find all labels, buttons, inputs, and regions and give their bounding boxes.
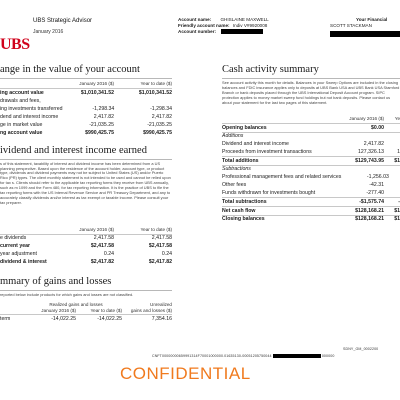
total-subtractions-row (222, 198, 400, 206)
row-value-c2: $2,417.82 (148, 259, 172, 266)
barcode-text: CNFT00000000659991314F70001000000.01635130-00051205750044 (152, 354, 272, 358)
value-change-column-header (0, 80, 172, 88)
row-label: dend and interest income (0, 113, 59, 120)
dividend-heading: ividend and interest income earned (0, 144, 147, 156)
row-value-c2 (384, 181, 400, 189)
gains-table (0, 315, 172, 323)
row-label: ing account value (0, 89, 44, 96)
row-value-c1 (62, 97, 114, 105)
row-label: dividend & interest (0, 259, 47, 266)
col-header-month: January 2016 ($) (79, 226, 114, 232)
account-number-label: Account number: (178, 29, 217, 34)
row-value-c1: $990,425.75 (85, 129, 114, 136)
net-cash-flow-value: $128,168.21 (355, 207, 384, 214)
row-label: current year (0, 243, 30, 250)
table-row (222, 148, 400, 156)
table-row (0, 242, 172, 250)
table-row (0, 129, 172, 137)
row-value-c2: $1,010,341.52 (138, 89, 172, 96)
bates-number: SDNY_GM_0002200 (343, 347, 379, 351)
account-number-redaction (221, 29, 263, 34)
total-additions-value: $129,743.95 (355, 157, 384, 164)
row-value-c1: 127,326.13 (358, 149, 384, 156)
row-value-c2 (114, 97, 172, 105)
table-row (0, 89, 172, 97)
table-row (222, 189, 400, 197)
dividend-table (0, 234, 172, 266)
row-value-c1: $2,417.82 (90, 259, 114, 266)
subtractions-label (222, 165, 400, 173)
gains-col-unrealized: gains and losses ($) (130, 308, 172, 314)
statement-period: January 2016 (33, 29, 64, 35)
barcode-tail: 000000 (321, 354, 335, 358)
divider (0, 78, 172, 79)
total-additions-ytd: $1 (394, 157, 400, 164)
value-change-table (0, 89, 172, 137)
opening-balance-row (222, 124, 400, 132)
row-label: year adjustment (0, 251, 37, 258)
closing-ytd: $1 (394, 216, 400, 223)
friendly-name-label: Friendly account name: (178, 23, 230, 28)
row-value-c2: $990,425.75 (143, 129, 172, 136)
table-row (0, 97, 172, 105)
divider (0, 159, 172, 160)
value-change-heading: ange in the value of your account (0, 64, 140, 75)
cash-column-header (222, 115, 400, 123)
row-value-c1: $2,417.58 (90, 243, 114, 250)
gains-col-ytd: Year to date ($) (90, 308, 122, 314)
row-label: ing investments transferred (0, 105, 63, 112)
row-value-c3: 7,354.16 (151, 315, 172, 322)
row-label: ge in market value (0, 121, 43, 128)
total-additions-label: Total additions (222, 157, 259, 164)
gains-col-month: January 2016 ($) (41, 308, 76, 314)
table-row (0, 234, 172, 242)
total-subtractions-label: Total subtractions (222, 198, 267, 205)
additions-label-text: Additions (222, 133, 244, 140)
total-subtractions-ytd: - (398, 198, 400, 205)
ubs-logo: UBS (0, 36, 30, 53)
additions-label (222, 132, 400, 140)
row-label: ng account value (0, 129, 43, 136)
divider (0, 290, 172, 291)
col-header-ytd: Year to date ($) (140, 226, 172, 232)
total-subtractions-value: -$1,575.74 (359, 198, 384, 205)
col-header-ytd: Ye (394, 116, 400, 121)
advisor-redaction (330, 31, 400, 37)
table-row (0, 121, 172, 129)
divider (222, 78, 400, 79)
subtractions-table (222, 173, 400, 197)
closing-balance-row (222, 215, 400, 223)
barcode-redaction (273, 354, 321, 358)
advisor-label-text: Your Financial (356, 17, 388, 22)
table-row (0, 258, 172, 266)
row-label: Professional management fees and related services (222, 174, 342, 181)
net-cash-flow-ytd: $1 (394, 207, 400, 214)
account-name: GHISLAINE MAXWELL (220, 17, 269, 22)
row-label: e dividends (0, 235, 27, 242)
row-value-c2: $2,417.58 (148, 243, 172, 250)
realized-header: Realized gains and losses (49, 302, 103, 308)
col-header-ytd: Year to date ($) (140, 81, 172, 86)
row-value-c1: -1,298.34 (92, 105, 115, 112)
row-label: Proceeds from investment transactions (222, 149, 312, 156)
unrealized-header: Unrealized (150, 302, 172, 308)
additions-table (222, 140, 400, 156)
row-label: Dividend and interest income (222, 141, 289, 148)
dividend-column-header (0, 226, 172, 234)
col-header-month: January 2016 ($) (79, 81, 114, 86)
row-value-c1: -1,256.03 (366, 174, 389, 181)
row-value-c1: 2,417.82 (93, 113, 114, 120)
row-value-c1: -14,022.25 (51, 315, 76, 322)
row-label: term (0, 315, 11, 322)
total-additions-row (222, 157, 400, 165)
row-value-c1: $1,010,341.52 (80, 89, 114, 96)
opening-value: $0.00 (371, 124, 384, 131)
table-row (0, 113, 172, 121)
row-value-c1: 0.24 (103, 251, 114, 258)
table-row (222, 173, 400, 181)
row-value-c1: 2,417.58 (93, 235, 114, 242)
row-value-c2: -14,022.25 (97, 315, 122, 322)
closing-label: Closing balances (222, 216, 265, 223)
col-header-month: January 2016 ($) (349, 116, 384, 121)
gains-heading: mmary of gains and losses (0, 276, 112, 288)
row-value-c2 (384, 140, 400, 148)
row-label: Other fees (222, 182, 247, 189)
table-row (222, 181, 400, 189)
row-value-c2 (384, 189, 400, 197)
row-value-c2: -1,298.34 (150, 105, 172, 112)
cash-disclosure: See account activity this month for details. Balances in your Sweep Options are included in the closing balances and FDIC insurance applies only to deposits at UBS Bank USA and UBS Bank USA Stamford Branch or bank deposits placed through the UBS International Deposit Account program. SIPC protection applies to money market sweep fund holdings but not bank deposits. Please contact us about your statement for the last two pages of this statement. (222, 80, 400, 105)
table-row (222, 140, 400, 148)
closing-value: $128,168.21 (355, 216, 384, 223)
subtractions-label-text: Subtractions (222, 166, 251, 173)
row-value-c2: 1 (397, 149, 400, 156)
row-value-c1: 2,417.82 (363, 141, 384, 148)
gains-note: reported below include products for which gains and losses are not classified. (0, 292, 134, 298)
row-value-c2 (389, 173, 400, 181)
table-row (0, 315, 172, 323)
cash-activity-heading: Cash activity summary (222, 64, 319, 75)
friendly-name: Indiv V#9920008 (232, 23, 268, 28)
confidential-stamp: CONFIDENTIAL (120, 364, 251, 383)
net-cash-flow-row (222, 207, 400, 215)
barcode-line (152, 354, 334, 358)
opening-label: Opening balances (222, 124, 267, 131)
row-value-c2: 2,417.82 (151, 113, 172, 120)
row-value-c2: 2,417.58 (151, 235, 172, 242)
row-label: drawals and fees, (0, 97, 41, 104)
left-column (0, 64, 172, 323)
table-row (0, 105, 172, 113)
advisor-name: SCOTT STACKMAN (330, 23, 372, 28)
dividend-disclosure: s of this statement, taxability of interest and dividend income has been determined from a US planning perspective. Based upon the residence of the account holder, account type, or product type, dividends and dividend payments may not be subject to United States (US) and/or Puerto Rico (PR) types. The client monthly statement is not intended to be used and cannot be relied upon for tax s. Clients should refer to the applicable tax reporting forms they receive from UBS annually, such as m 1099 and the Form 480, for tax reporting information. It is the practice of UBS to file the tax reporting forms with the US Internal Revenue Service and PR Treasury Department, and any to accurately classify dividends and/or interest as tax exempt or taxable income. Please consult your tax preparer. (0, 160, 171, 205)
right-column (222, 64, 400, 223)
row-value-c1: -277.40 (366, 190, 384, 197)
row-label: Funds withdrawn for investments bought (222, 190, 316, 197)
account-name-label: Account name: (178, 17, 212, 22)
statement-title: UBS Strategic Advisor (33, 18, 93, 24)
gains-column-header (0, 308, 172, 314)
table-row (0, 250, 172, 258)
account-info-block (178, 17, 269, 35)
net-cash-flow-label: Net cash flow (222, 207, 256, 214)
row-value-c1: -42.31 (369, 182, 384, 189)
row-value-c2: -21,035.25 (147, 121, 172, 128)
row-value-c2: 0.24 (161, 251, 172, 258)
row-value-c1: -21,035.25 (89, 121, 114, 128)
